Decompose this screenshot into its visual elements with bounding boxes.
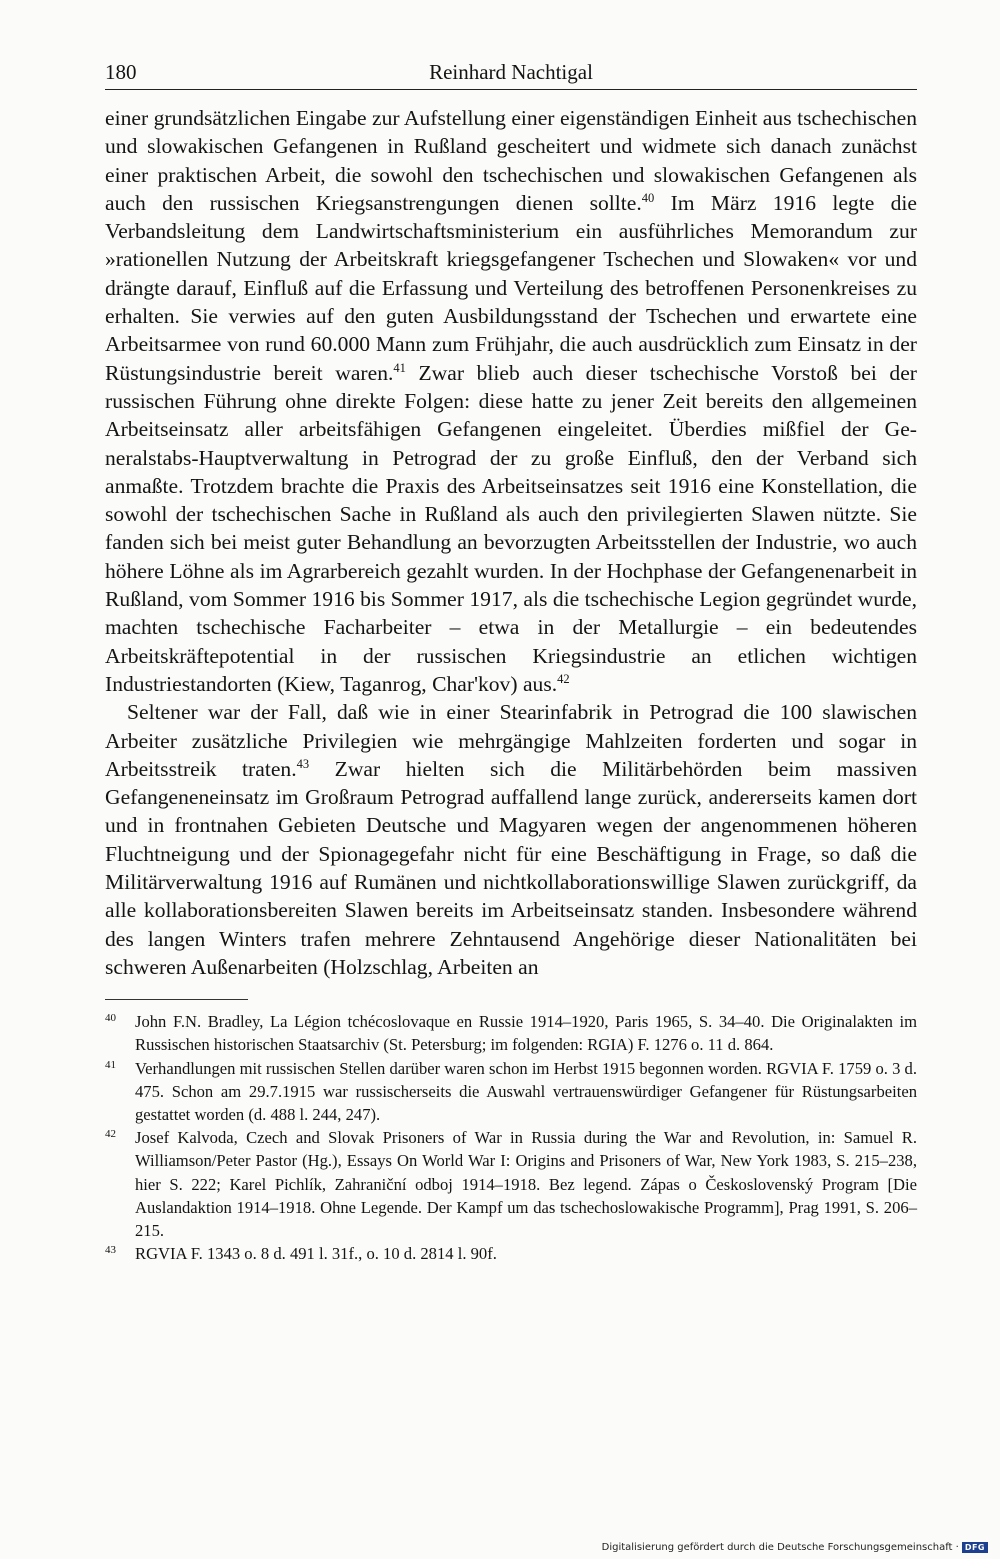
text-run: Zwar hielten sich die Militärbehörden beim massiven Gefangeneneinsatz im Großraum Petrograd auffallend lange zurück, andererseits kamen dort und in frontnahen Gebieten Deutsche und Magyaren wegen der angenommenen höheren Fluchtneigung und der Spionagegefahr nicht für eine Beschäftigung in Frage, so daß die Militärverwaltung 1916 auf Rumänen und nichtkollaborationswillige Slawen zurückgriff, da alle kollaborationsbereiten Slawen bereits im Arbeitseinsatz standen. Insbesondere während des langen Winters trafen mehrere Zehntausend Angehörige dieser Nationalitäten bei schweren Außenarbeiten (Holzschlag, Arbeiten an: [105, 756, 917, 979]
running-title: Reinhard Nachtigal: [429, 60, 593, 84]
footnote-reference: 42: [557, 672, 570, 687]
footnote: [105, 1126, 917, 1242]
footnote: [105, 1242, 917, 1265]
text-run: Im März 1916 legte die Verbandsleitung dem Landwirtschaftsministerium ein ausführliches Memorandum zur »rationellen Nutzung der Arbeitskraft kriegsgefangener Tschechen und Slowaken« vor und drängte darauf, Einfluß auf die Erfassung und Verteilung des betroffenen Personenkreises zu erhalten. Sie verwies auf den guten Ausbildungsstand der Tschechen und erwartete eine Arbeitsarmee von rund 60.000 Mann zum Frühjahr, die auch ausdrücklich zum Einsatz in der Rüstungsindustrie bereit waren.: [105, 190, 917, 385]
credit-text: Digitalisierung gefördert durch die Deutsche Forschungsgemeinschaft ·: [601, 1542, 959, 1553]
book-page: [105, 58, 917, 1265]
footnote-text: John F.N. Bradley, La Légion tchécoslovaque en Russie 1914–1920, Paris 1965, S. 34–40. Die Originalakten im Russischen historischen Staatsarchiv (St. Petersburg; im folgenden: RGIA) F. 1276 o. 11 d. 864.: [135, 1012, 917, 1055]
footnote-number: 43: [105, 1244, 116, 1257]
running-head: [105, 58, 917, 90]
footnote-text: Josef Kalvoda, Czech and Slovak Prisoners of War in Russia during the War and Revolution, in: Samuel R. Williamson/Peter Pastor (Hg.), Essays On World War I: Origins and Prisoners of War, New York 1983, S. 215–238, hier S. 222; Karel Pichlík, Zahraniční odboj 1914–1918. Bez legend. Zápas o Československý Program [Die Auslandaktion 1914–1918. Ohne Legende. Der Kampf um das tschechoslowakische Programm], Prag 1991, S. 206–215.: [135, 1128, 917, 1241]
footnotes: [105, 1010, 917, 1265]
digitization-credit: [602, 1542, 988, 1553]
text-run: Zwar blieb auch dieser tschechische Vorstoß bei der russischen Führung ohne direkte Folgen: diese hatte zu jener Zeit bereits den allgemeinen Arbeitseinsatz aller arbeitsfähigen Gefangenen eingeleitet. Überdies mißfiel der Generalstabs-Hauptverwaltung in Petrograd der zu große Einfluß, den der Verband sich anmaßte. Trotzdem brachte die Praxis des Arbeitseinsatzes seit 1916 eine Konstellation, die sowohl der tschechischen Sache in Rußland als auch den privilegierten Slawen nützte. Sie fanden sich bei meist guter Behandlung an bevorzugten Arbeitsstellen der Industrie, wo auch höhere Löhne als im Agrarbereich gezahlt wurden. In der Hochphase der Gefangenenarbeit in Rußland, vom Sommer 1916 bis Sommer 1917, als die tschechische Legion gegründet wurde, machten tschechische Facharbeiter – etwa in der Metallurgie – ein bedeutendes Arbeitskräftepotential in der russischen Kriegsindustrie an etlichen wichtigen Industriestandorten (Kiew, Taganrog, Char'kov) aus.: [105, 360, 917, 696]
footnote-text: RGVIA F. 1343 o. 8 d. 491 l. 31f., o. 10 d. 2814 l. 90f.: [135, 1244, 497, 1264]
header-rule: [105, 89, 917, 90]
footnote-reference: 41: [393, 360, 406, 375]
footnote-number: 42: [105, 1128, 116, 1141]
footnote: [105, 1057, 917, 1127]
footnote-number: 40: [105, 1012, 116, 1025]
footnote-rule: [105, 999, 248, 1000]
footnote: [105, 1010, 917, 1056]
body-paragraph: [105, 698, 917, 981]
footnote-number: 41: [105, 1058, 116, 1071]
page-number: 180: [105, 60, 137, 84]
text-run: Seltener war der Fall, daß wie in einer Stearinfabrik in Petrograd die 100 slawischen Arbeiter zusätzliche Privilegien wie mehrgängige Mahlzeiten forderten und sogar in Arbeitsstreik traten.: [105, 700, 917, 781]
body-text: [105, 104, 917, 981]
text-run: einer grundsätzlichen Eingabe zur Aufstellung einer eigenständigen Einheit aus tschechischen und slowakischen Gefangenen in Rußland gescheitert und widmete sich danach zunächst einer praktischen Arbeit, die sowohl den tschechischen und slowakischen Gefangenen als auch den russischen Kriegsanstrengungen dienen sollte.: [105, 106, 917, 215]
dfg-logo: DFG: [962, 1542, 988, 1553]
footnote-reference: 40: [641, 191, 655, 206]
footnote-text: Verhandlungen mit russischen Stellen darüber waren schon im Herbst 1915 begonnen worden. RGVIA F. 1759 o. 3 d. 475. Schon am 29.7.1915 war russischerseits die Auswahl vertrauenswürdiger Gefangener für Rüstungsarbeiten gestattet worden (d. 488 l. 244, 247).: [135, 1058, 917, 1125]
footnote-reference: 43: [296, 757, 310, 772]
body-paragraph: [105, 104, 917, 698]
